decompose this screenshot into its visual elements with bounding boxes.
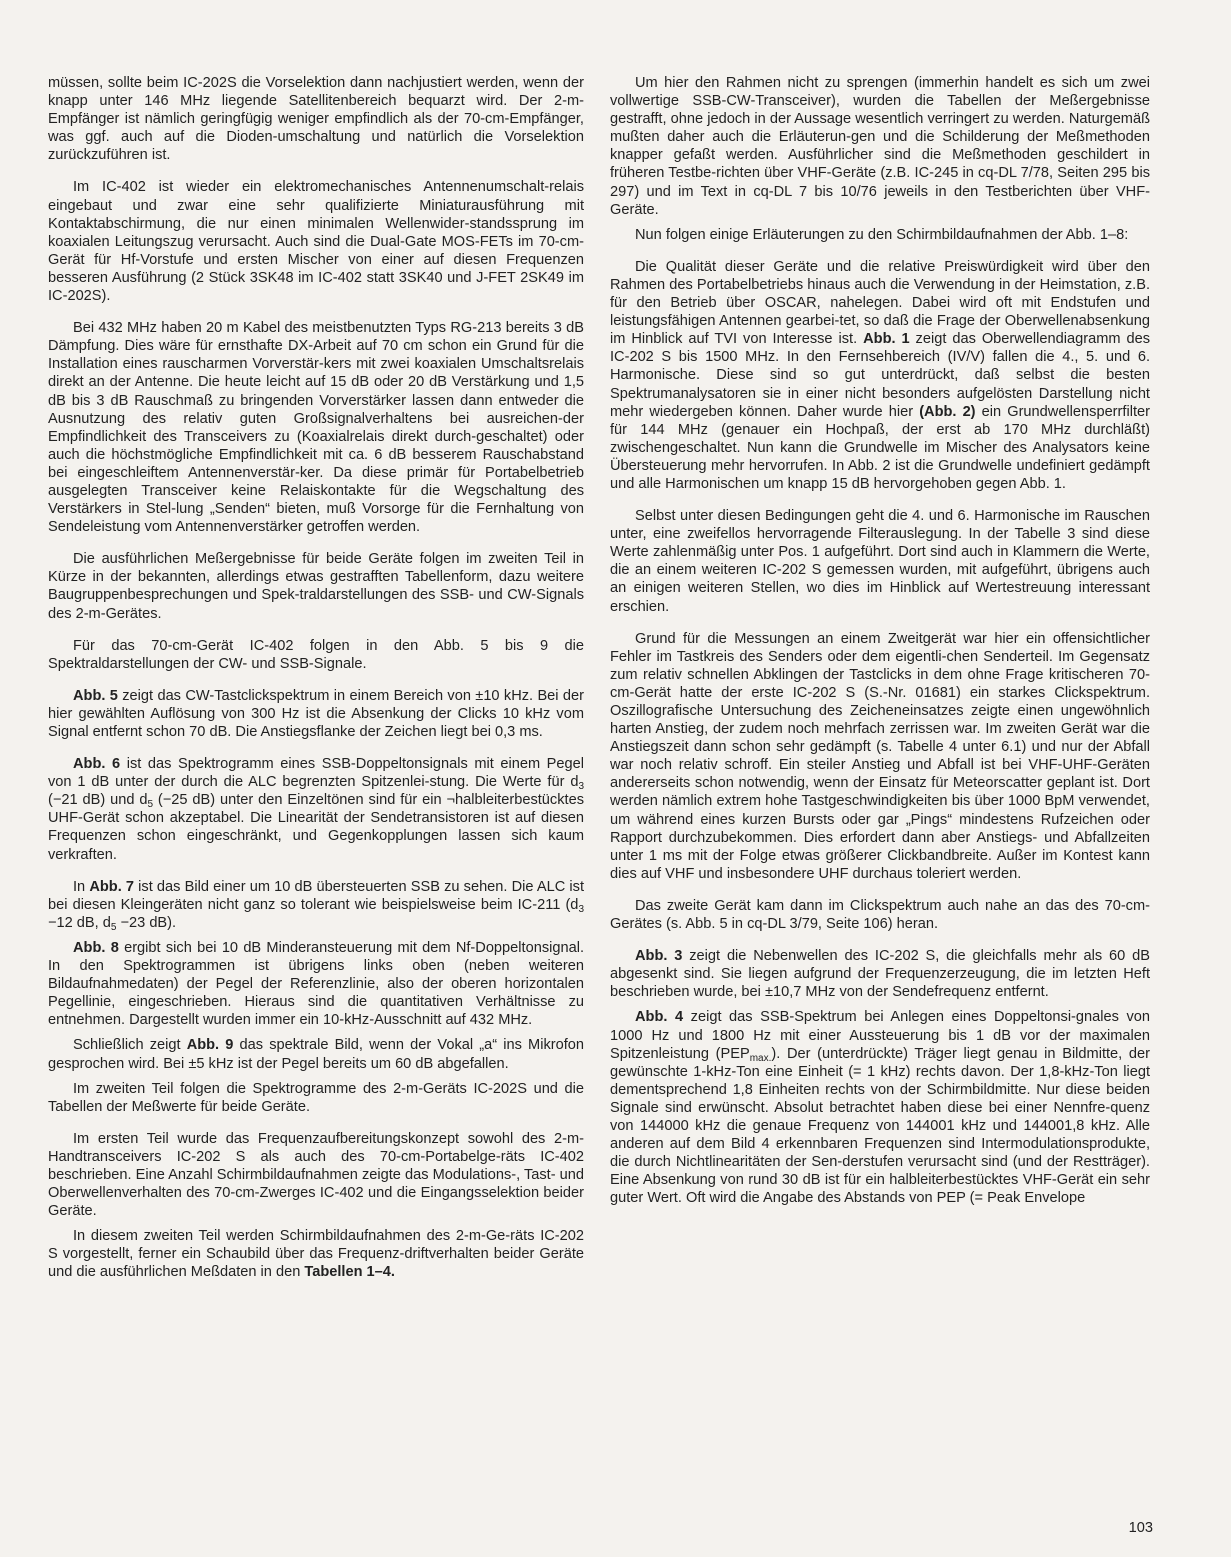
figure-reference: Abb. 9 — [186, 1037, 234, 1054]
paragraph: Im IC-402 ist wieder ein elektromechanisches Antennenumschalt-relais eingebaut und zwar eine sehr qualifizierte Miniaturausführung mit Kontaktabschirmung, die nur einen minimalen Wellenwider-standssprung im koaxialen Leitungszug verursacht. Auch sind die Dual-Gate MOS-FETs im 70-cm-Gerät für Hf-Vorstufe und ersten Mischer von einer auf diesen Frequenzen besseren Ausführung (2 Stück 3SK48 im IC-402 statt 3SK40 und J-FET 2SK49 im IC-202S). — [48, 179, 584, 305]
paragraph: Abb. 8 ergibt sich bei 10 dB Minderansteuerung mit dem Nf-Doppeltonsignal. In den Spektrogrammen ist übrigens links oben (neben weiteren Bildaufnahmedaten) der Pegel der Referenzlinie, also der oberen horizontalen Pegellinie, eingeschrieben. Hieraus sind die quantitativen Verhältnisse zu entnehmen. Dargestellt wurden immer ein 10-kHz-Ausschnitt auf 432 MHz. — [48, 939, 584, 1029]
paragraph: Die ausführlichen Meßergebnisse für beide Geräte folgen im zweiten Teil in Kürze in der bekannten, allerdings etwas gestrafften Tabellenform, dazu weitere Baugruppenbesprechungen und Spek-traldarstellungen des SSB- und CW-Signals des 2-m-Gerätes. — [48, 551, 584, 622]
paragraph: Selbst unter diesen Bedingungen geht die 4. und 6. Harmonische im Rauschen unter, eine zweifellos hervorragende Filterauslegung. In der Tabelle 3 sind diese Werte zahlenmäßig unter Pos. 1 aufgeführt. Dort sind auch in Klammern die Werte, die an einem weiteren IC-202 S gemessen wurden, mit aufgeführt, übrigens auch an einigen weiteren Stellen, wo dies im Hinblick auf Wertestreuung interessant erschien. — [610, 508, 1150, 615]
paragraph: Im zweiten Teil folgen die Spektrogramme des 2-m-Geräts IC-202S und die Tabellen der Meßwerte für beide Geräte. — [48, 1080, 584, 1115]
paragraph: Abb. 5 zeigt das CW-Tastclickspektrum in einem Bereich von ±10 kHz. Bei der hier gewählten Auflösung von 300 Hz ist die Absenkung der Clicks 10 kHz vom Signal entfernt schon 70 dB. Die Anstiegsflanke der Zeichen liegt bei 0,3 ms. — [48, 687, 584, 740]
figure-reference: Abb. 6 — [73, 756, 121, 773]
paragraph: müssen, sollte beim IC-202S die Vorselektion dann nachjustiert werden, wenn der knapp unter 146 MHz liegende Satellitenbereich bequarzt wird. Der 2-m-Empfänger ist nämlich geringfügig weniger empfindlich als der 70-cm-Empfänger, was ggf. auch auf die Dioden-umschaltung und natürlich die Vorselektion zurückzuführen ist. — [48, 75, 584, 164]
left-column — [48, 74, 584, 1282]
paragraph: In Abb. 7 ist das Bild einer um 10 dB übersteuerten SSB zu sehen. Die ALC ist bei diesen Kleingeräten nicht ganz so tolerant wie beispielsweise beim IC-211 ($d_3 -12$ dB, $d_5 -23$ dB). — [48, 878, 585, 933]
paragraph: Für das 70-cm-Gerät IC-402 folgen in den Abb. 5 bis 9 die Spektraldarstellungen der CW- und SSB-Signale. — [48, 637, 584, 672]
paragraph: Abb. 3 zeigt die Nebenwellen des IC-202 S, die gleichfalls mehr als 60 dB abgesenkt sind. Sie liegen aufgrund der Frequenzerzeugung, die im letzten Heft beschrieben wurde, bei ±10,7 MHz von der Sendefrequenz entfernt. — [610, 948, 1150, 1001]
right-column — [610, 74, 1150, 1207]
table-reference: Tabellen 1–4. — [304, 1264, 395, 1281]
paragraph: Abb. 6 ist das Spektrogramm eines SSB-Doppeltonsignals mit einem Pegel von 1 dB unter der durch die ALC begrenzten Spitzenlei-stung. Die Werte für $d_3$ (−21 dB) und $d_5$ (−25 dB) unter den Einzeltönen sind für ein ¬halbleiterbestücktes UHF-Gerät schon akzeptabel. Die Linearität der Sendetransistoren ist auf diesen Frequenzen schon eingeschränkt, und Gegenkopplungen lassen sich kaum verkraften. — [48, 756, 585, 863]
paragraph: Abb. 4 zeigt das SSB-Spektrum bei Anlegen eines Doppeltonsi-gnales von 1000 Hz und 1800 Hz mit einer Aussteuerung bis 1 dB vor der maximalen Spitzenleistung $(PEP_{max.})$. Der (unterdrückte) Träger liegt genau in Bildmitte, der gewünschte 1-kHz-Ton eine Einheit (= 1 kHz) rechts davon. Der 1,8-kHz-Ton liegt dementsprechend 1,8 Einheiten rechts von der Schirmbildmitte. Nur diese beiden Signale sind erwünscht. Absolut betrachtet haben diese bei einer Nennfre-quenz von 144000 kHz die genaue Frequenz von 144001 kHz und 144001,8 kHz. Alle anderen auf dem Bild 4 erkennbaren Frequenzen sind Intermodulationsprodukte, die durch Nichtlinearitäten der Sen-derstufen verursacht sind (und der Restträger). Eine Absenkung von rund 30 dB ist für ein halbleiterbestücktes VHF-Gerät ein sehr guter Wert. Oft wird die Angabe des Abstands von PEP (= Peak Envelope — [610, 1009, 1151, 1207]
paragraph: Im ersten Teil wurde das Frequenzaufbereitungskonzept sowohl des 2-m-Handtransceivers IC-202 S als auch des 70-cm-Portabelge-räts IC-402 beschrieben. Eine Anzahl Schirmbildaufnahmen zeigte das Modulations-, Tast- und Oberwellenverhalten des 70-cm-Zwerges IC-402 und die Eingangsselektion beider Geräte. — [48, 1130, 584, 1220]
paragraph: In diesem zweiten Teil werden Schirmbildaufnahmen des 2-m-Ge-räts IC-202 S vorgestellt, ferner ein Schaubild über das Frequenz-driftverhalten beider Geräte und die ausführlichen Meßdaten in den Tabellen 1–4. — [48, 1228, 584, 1281]
figure-reference: Abb. 7 — [89, 878, 135, 895]
page-number: 103 — [1128, 1520, 1153, 1536]
paragraph: Die Qualität dieser Geräte und die relative Preiswürdigkeit wird über den Rahmen des Portabelbetriebs hinaus auch die Verwendung in der Heimstation, z.B. für den Betrieb über OSCAR, nahelegen. Dabei wird oft mit Endstufen und leistungsfähigen Antennen gearbei-tet, so daß die Frage der Oberwellenabsenkung im Hinblick auf TVI von Interesse ist. Abb. 1 zeigt das Oberwellendiagramm des IC-202 S bis 1500 MHz. In den Fernsehbereich (IV/V) fallen die 4., 5. und 6. Harmonische. Diese sind so gut unterdrückt, daß selbst die besten Spektrumanalysatoren sie in einer nicht besonders aufgelösten Darstellung nicht mehr wiedergeben können. Daher wurde hier (Abb. 2) ein Grundwellensperrfilter für 144 MHz (genauer ein Hochpaß, der erst ab 170 MHz durchläßt) zwischengeschaltet. Nun kann die Grundwelle im Mischer des Analysators keine Übersteuerung mehr hervorrufen. In Abb. 2 ist die Grundwelle undefiniert gedämpft und alle Harmonischen um knapp 15 dB hervorgehoben gegen Abb. 1. — [610, 258, 1151, 492]
paragraph: Nun folgen einige Erläuterungen zu den Schirmbildaufnahmen der Abb. 1–8: — [635, 226, 1129, 243]
figure-reference: Abb. 5 — [73, 687, 118, 704]
figure-reference: (Abb. 2) — [919, 403, 976, 420]
figure-reference: Abb. 3 — [635, 948, 683, 965]
figure-reference: Abb. 8 — [73, 939, 119, 956]
paragraph: Das zweite Gerät kam dann im Clickspektrum auch nahe an das des 70-cm-Gerätes (s. Abb. 5 in cq-DL 3/79, Seite 106) heran. — [610, 897, 1150, 933]
figure-reference: Abb. 1 — [863, 331, 910, 348]
figure-reference: Abb. 4 — [635, 1009, 684, 1026]
paragraph: Grund für die Messungen an einem Zweitgerät war hier ein offensichtlicher Fehler im Tastkreis des Senders oder dem eigentli-chen Senderteil. Im Gegensatz zum relativ schnellen Abklingen der Tastclicks in dem ohne Frage kritischeren 70-cm-Gerät hatte der erste IC-202 S (S.-Nr. 01681) ein starkes Clickspektrum. Oszillografische Untersuchung des Zeicheneinsatzes zeigte einen ungewöhnlich harten Anstieg, der zudem noch mehrfach zerrissen war. Im zweiten Gerät war die Anstiegszeit dann schon sehr gedämpft (s. Tabelle 4 unter 6.1) und nur der Abfall war noch relativ schroff. Ein steiler Anstieg und Abfall ist bei VHF-UHF-Geräten andererseits schon notwendig, wenn der Einsatz für Meteorscatter geplant ist. Dort werden nämlich extrem hohe Tastgeschwindigkeiten bis über 1000 BpM verwendet, um während eines kurzen Bursts oder gar „Pings“ mindestens Rufzeichen oder Rapport durchzubekommen. Dies erfordert dann aber Anstiegs- und Abfallzeiten unter 1 ms mit der Folge etwas größerer Clickbandbreite. Außer im Kontest kann dies auf VHF und insbesondere UHF durchaus toleriert werden. — [610, 630, 1150, 882]
paragraph: Schließlich zeigt Abb. 9 das spektrale Bild, wenn der Vokal „a“ ins Mikrofon gesprochen wird. Bei ±5 kHz ist der Pegel bereits um 60 dB abgefallen. — [48, 1037, 585, 1072]
paragraph: Bei 432 MHz haben 20 m Kabel des meistbenutzten Typs RG-213 bereits 3 dB Dämpfung. Dies wäre für ernsthafte DX-Arbeit auf 70 cm schon ein Grund für die Installation eines rauscharmen Vorverstär-kers mit zwei koaxialen Umschaltsrelais direkt an der Antenne. Die heute leicht auf 15 dB oder 20 dB Verstärkung und 1,5 dB bis 3 dB Rauschmaß zu bringenden Vorverstärker lassen dann entweder die Ausnutzung des relativ guten Großsignalverhaltens bei ausreichen-der Empfindlichkeit des Transceivers zu (Koaxialrelais direkt durch-geschaltet) oder auch die höchstmögliche Empfindlichkeit mit ca. 6 dB besserem Rauschabstand bei eingeschleiftem Antennenverstär-ker. Da diese primär für Portabelbetrieb ausgelegten Transceiver keine Relaiskontakte für die Wegschaltung des Verstärkers in Stel-lung „Senden“ bieten, muß Vorsorge für die Fernhaltung von Sendeleistung vom Antennenverstärker getroffen werden. — [48, 320, 584, 536]
paragraph: Um hier den Rahmen nicht zu sprengen (immerhin handelt es sich um zwei vollwertige SSB-CW-Transceiver), wurden die Tabellen der Meßergebnisse gestrafft, ohne jedoch in der Aussage wesentlich verringert zu werden. Naturgemäß mußten daher auch die Erläuterun-gen und die Schilderung der Meßmethoden knapper gefaßt werden. Ausführlicher sind die Meßmethoden geschildert in früheren Testbe-richten über VHF-Geräte (z.B. IC-245 in cq-DL 7/78, Seiten 295 bis 297) und im Text in cq-DL 7 bis 10/76 jeweils in den Testberichten über VHF-Geräte. — [610, 75, 1150, 218]
